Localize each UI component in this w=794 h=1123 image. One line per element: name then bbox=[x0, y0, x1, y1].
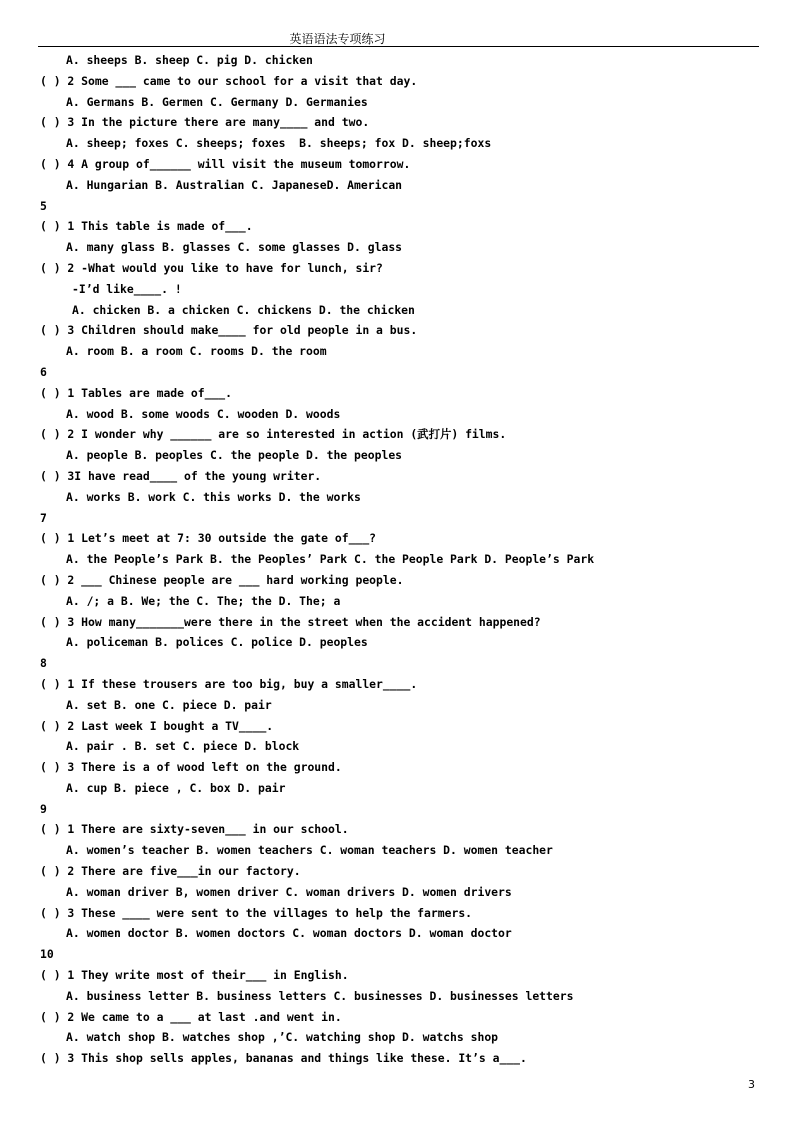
question-line: ( ) 1 They write most of their___ in English. bbox=[40, 968, 349, 983]
answer-options: A. sheep; foxes C. sheeps; foxes B. sheeps; fox D. sheep;foxs bbox=[66, 136, 492, 151]
answer-options: A. the People’s Park B. the Peoples’ Park C. the People Park D. People’s Park bbox=[66, 552, 595, 567]
question-line: ( ) 2 Last week I bought a TV____. bbox=[40, 718, 274, 733]
section-number: 10 bbox=[40, 947, 54, 962]
dialogue-reply: -I’d like____. ! bbox=[72, 281, 182, 296]
question-line: ( ) 2 I wonder why ______ are so interested in action (武打片) films. bbox=[40, 427, 507, 442]
section-number: 7 bbox=[40, 510, 47, 525]
question-line: ( ) 3 There is a of wood left on the ground. bbox=[40, 760, 342, 775]
question-line: ( ) 2 ___ Chinese people are ___ hard working people. bbox=[40, 572, 404, 587]
header-divider bbox=[38, 46, 759, 47]
answer-options: A. women doctor B. women doctors C. woman doctors D. woman doctor bbox=[66, 926, 512, 941]
answer-options: A. Germans B. Germen C. Germany D. Germanies bbox=[66, 94, 368, 109]
answer-options: A. policeman B. polices C. police D. peoples bbox=[66, 635, 368, 650]
answer-options: A. works B. work C. this works D. the works bbox=[66, 489, 361, 504]
question-line: ( ) 3 In the picture there are many____ and two. bbox=[40, 115, 370, 130]
question-line: ( ) 1 This table is made of___. bbox=[40, 219, 253, 234]
page-number: 3 bbox=[748, 1078, 755, 1091]
answer-options: A. room B. a room C. rooms D. the room bbox=[66, 344, 327, 359]
question-line: ( ) 2 There are five___in our factory. bbox=[40, 864, 301, 879]
answer-options: A. woman driver B, women driver C. woman drivers D. women drivers bbox=[66, 884, 512, 899]
answer-options: A. pair . B. set C. piece D. block bbox=[66, 739, 300, 754]
answer-options: A. many glass B. glasses C. some glasses D. glass bbox=[66, 240, 403, 255]
question-line: ( ) 2 -What would you like to have for lunch, sir? bbox=[40, 260, 383, 275]
question-line: ( ) 2 Some ___ came to our school for a visit that day. bbox=[40, 73, 418, 88]
answer-options: A. watch shop B. watches shop ,’C. watching shop D. watchs shop bbox=[66, 1030, 499, 1045]
question-line: ( ) 1 If these trousers are too big, buy a smaller____. bbox=[40, 676, 418, 691]
question-line: ( ) 2 We came to a ___ at last .and went in. bbox=[40, 1009, 342, 1024]
answer-options: A. chicken B. a chicken C. chickens D. the chicken bbox=[72, 302, 415, 317]
question-line: ( ) 1 Let’s meet at 7: 30 outside the gate of___? bbox=[40, 531, 377, 546]
question-line: ( ) 3 This shop sells apples, bananas and things like these. It’s a___. bbox=[40, 1051, 527, 1066]
section-number: 5 bbox=[40, 198, 47, 213]
answer-options: A. business letter B. business letters C. businesses D. businesses letters bbox=[66, 988, 574, 1003]
answer-options: A. people B. peoples C. the people D. the peoples bbox=[66, 448, 403, 463]
question-line: ( ) 1 There are sixty-seven___ in our school. bbox=[40, 822, 349, 837]
question-line: ( ) 3 How many_______were there in the street when the accident happened? bbox=[40, 614, 541, 629]
answer-options: A. women’s teacher B. women teachers C. woman teachers D. women teacher bbox=[66, 843, 553, 858]
question-line: ( ) 1 Tables are made of___. bbox=[40, 385, 233, 400]
answer-options: A. Hungarian B. Australian C. JapaneseD. American bbox=[66, 177, 403, 192]
answer-options: A. /; a B. We; the C. The; the D. The; a bbox=[66, 593, 341, 608]
page-header-title: 英语语法专项练习 bbox=[289, 32, 386, 46]
exercise-content bbox=[40, 50, 760, 1069]
question-line: ( ) 3 These ____ were sent to the villages to help the farmers. bbox=[40, 905, 473, 920]
section-number: 9 bbox=[40, 801, 47, 816]
question-line: ( ) 3I have read____ of the young writer. bbox=[40, 468, 322, 483]
question-line: ( ) 4 A group of______ will visit the museum tomorrow. bbox=[40, 156, 411, 171]
section-number: 8 bbox=[40, 656, 47, 671]
answer-options: A. cup B. piece , C. box D. pair bbox=[66, 780, 286, 795]
answer-options: A. wood B. some woods C. wooden D. woods bbox=[66, 406, 341, 421]
question-line: ( ) 3 Children should make____ for old people in a bus. bbox=[40, 323, 418, 338]
section-number: 6 bbox=[40, 364, 47, 379]
answer-options: A. sheeps B. sheep C. pig D. chicken bbox=[66, 53, 313, 67]
answer-options: A. set B. one C. piece D. pair bbox=[66, 697, 272, 712]
